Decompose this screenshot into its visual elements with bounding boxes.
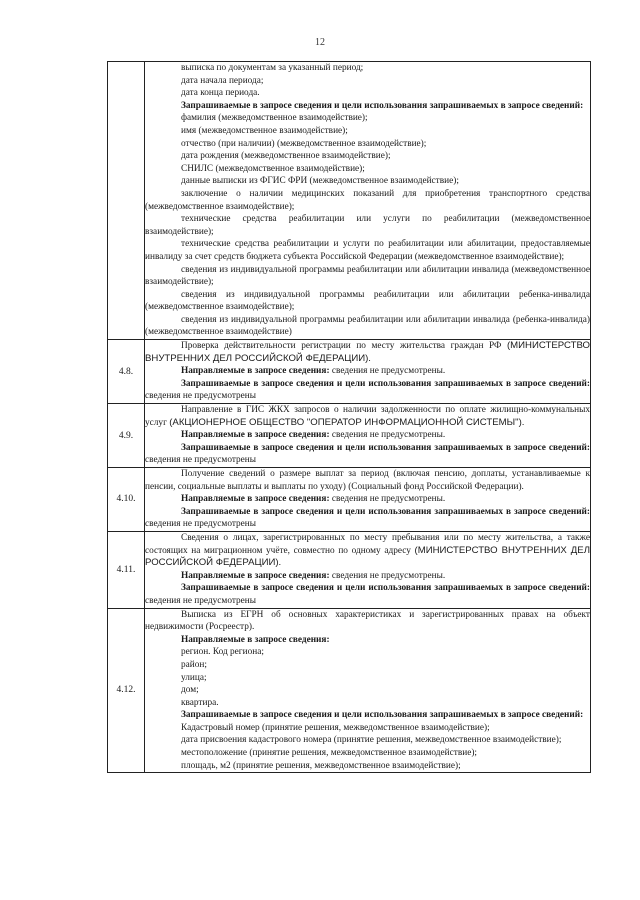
list-item: сведения из индивидуальной программы реабилитации или абилитации инвалида (ребенка-инвалида) (межведомственное взаимодействие) (145, 314, 590, 338)
row-number: 4.11. (108, 531, 145, 608)
sent-line (145, 365, 590, 378)
sent-label: Направляемые в запросе сведения: (181, 494, 330, 505)
req-value: сведения не предусмотрены (145, 391, 257, 402)
list-item: фамилия (межведомственное взаимодействие); (181, 113, 368, 124)
req-line (145, 506, 590, 531)
list-item: СНИЛС (межведомственное взаимодействие); (181, 163, 365, 174)
page-number: 12 (315, 37, 325, 48)
row-org: (МИНИСТЕРСТВО ВНУТРЕННИХ ДЕЛ РОССИЙСКОЙ ФЕДЕРАЦИИ). (145, 544, 590, 569)
query-label: Запрашиваемые в запросе сведения и цели использования запрашиваемых в запросе сведений: (181, 100, 584, 111)
row-number: 4.8. (108, 340, 145, 404)
sent-label: Направляемые в запросе сведения: (181, 634, 330, 645)
list-item: площадь, м2 (принятие решения, межведомственное взаимодействие); (181, 760, 461, 771)
sent-label: Направляемые в запросе сведения: (181, 366, 330, 377)
list-item: дата рождения (межведомственное взаимодействие); (181, 151, 391, 162)
row-title (145, 404, 590, 429)
row-title-text: Проверка действительности регистрации по месту жительства граждан РФ (181, 341, 502, 352)
req-line (145, 582, 590, 607)
row-title: Получение сведений о размере выплат за период (включая пенсию, доплаты, устанавливаемые к пенсии, социальные выплаты и выплаты по уходу) (Социальный фонд Российской Федерации). (145, 469, 590, 492)
row-content (145, 404, 591, 468)
row-org: (МИНИСТЕРСТВО ВНУТРЕННИХ ДЕЛ РОССИЙСКОЙ ФЕДЕРАЦИИ). (145, 340, 591, 364)
row-title (145, 340, 590, 365)
document-table (107, 61, 591, 773)
row-content (145, 62, 591, 340)
sent-value: сведения не предусмотрены. (331, 494, 446, 505)
row-number: 4.9. (108, 404, 145, 468)
req-label: Запрашиваемые в запросе сведения и цели использования запрашиваемых в запросе сведений: (181, 583, 590, 594)
table-row (108, 468, 591, 532)
list-item: местоположение (принятие решения, межведомственное взаимодействие); (181, 748, 478, 759)
list-item: технические средства реабилитации и услуги по реабилитации или абилитации, предоставляемые инвалиду за счет средств бюджета субъекта Российской Федерации (межведомственное взаимодействие); (145, 239, 590, 262)
sent-value: сведения не предусмотрены. (331, 366, 446, 377)
row-content (145, 608, 591, 773)
table-row (108, 531, 591, 608)
list-item: Кадастровый номер (принятие решения, межведомственное взаимодействие); (181, 722, 490, 733)
sent-line (145, 429, 590, 442)
table-row (108, 608, 591, 773)
row-number (108, 62, 145, 340)
list-item: дом; (181, 685, 199, 696)
list-item: данные выписки из ФГИС ФРИ (межведомственное взаимодействие); (181, 176, 459, 187)
row-number: 4.10. (108, 468, 145, 532)
list-item: технические средства реабилитации или услуги по реабилитации (межведомственное взаимодействие); (145, 214, 590, 237)
req-label: Запрашиваемые в запросе сведения и цели использования запрашиваемых в запросе сведений: (181, 442, 590, 453)
sent-label: Направляемые в запросе сведения: (181, 570, 330, 581)
req-label: Запрашиваемые в запросе сведения и цели использования запрашиваемых в запросе сведений: (181, 378, 590, 389)
req-label: Запрашиваемые в запросе сведения и цели использования запрашиваемых в запросе сведений: (181, 710, 584, 721)
req-value: сведения не предусмотрены (145, 519, 257, 530)
row-content (145, 468, 591, 532)
row-title-text: Направление в ГИС ЖКХ запросов о наличии задолженности по оплате жилищно-коммунальных услуг (145, 405, 590, 428)
list-item: сведения из индивидуальной программы реабилитации или абилитации инвалида (межведомственное взаимодействие); (145, 264, 590, 288)
list-item: имя (межведомственное взаимодействие); (181, 125, 348, 136)
table-row (108, 62, 591, 340)
list-item: отчество (при наличии) (межведомственное взаимодействие); (181, 138, 427, 149)
list-item: сведения из индивидуальной программы реабилитации или абилитации ребенка-инвалида (межведомственное взаимодействие); (145, 289, 590, 313)
row-title-text: Сведения о лицах, зарегистрированных по месту пребывания или по месту жительства, а также состоящих на миграционном учёте, совместно по одному адресу (145, 532, 590, 556)
list-item: улица; (181, 672, 207, 683)
list-item: дата конца периода. (181, 88, 260, 99)
list-item: дата начала периода; (181, 75, 264, 86)
list-item: заключение о наличии медицинских показаний для приобретения транспортного средства (межведомственное взаимодействие); (145, 188, 590, 212)
req-label: Запрашиваемые в запросе сведения и цели использования запрашиваемых в запросе сведений: (181, 506, 590, 517)
sent-line (145, 493, 590, 506)
req-line (145, 378, 590, 403)
req-value: сведения не предусмотрены (145, 595, 257, 606)
table-row (108, 340, 591, 404)
row-title (145, 532, 590, 570)
list-item: квартира. (181, 697, 219, 708)
table-row (108, 404, 591, 468)
req-value: сведения не предусмотрены (145, 455, 257, 466)
row-content (145, 531, 591, 608)
list-item: район; (181, 659, 207, 670)
req-line (145, 442, 590, 467)
row-title: Выписка из ЕГРН об основных характеристиках и зарегистрированных правах на объект недвижимости (Росреестр). (145, 609, 590, 633)
sent-label: Направляемые в запросе сведения: (181, 430, 330, 441)
sent-value: сведения не предусмотрены. (331, 570, 446, 581)
row-content (145, 340, 591, 404)
sent-value: сведения не предусмотрены. (331, 430, 446, 441)
sent-line (145, 570, 590, 583)
list-item: дата присвоения кадастрового номера (принятие решения, межведомственное взаимодействие); (181, 735, 562, 746)
list-item: регион. Код региона; (181, 647, 264, 658)
row-number: 4.12. (108, 608, 145, 773)
list-item: выписка по документам за указанный период; (181, 63, 364, 73)
row-org: (АКЦИОНЕРНОЕ ОБЩЕСТВО "ОПЕРАТОР ИНФОРМАЦИОННОЙ СИСТЕМЫ"). (169, 416, 525, 428)
